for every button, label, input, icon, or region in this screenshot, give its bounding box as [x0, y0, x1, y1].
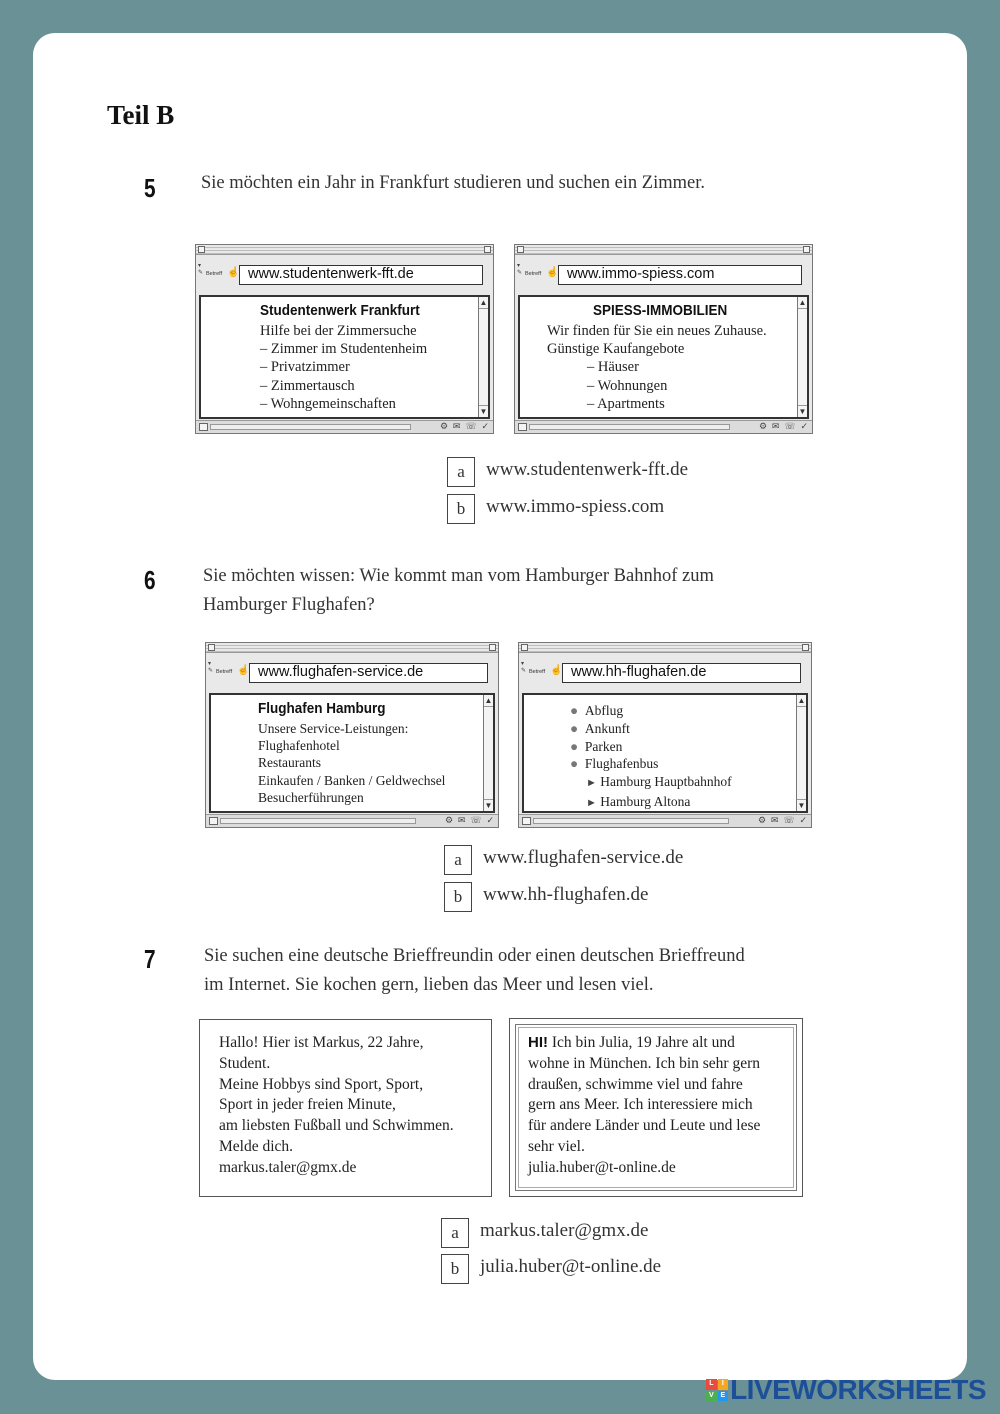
site-title: Flughafen Hamburg — [258, 700, 386, 717]
horizontal-scrollbar[interactable] — [210, 424, 411, 430]
betreff-label: Betreff — [206, 271, 223, 277]
bullet-dot-icon: ● — [570, 738, 579, 754]
letter-julia — [509, 1018, 803, 1197]
url-field[interactable]: www.studentenwerk-fft.de — [239, 265, 483, 285]
site-title: SPIESS-IMMOBILIEN — [593, 302, 728, 319]
window-statusbar — [196, 420, 493, 433]
url-field[interactable]: www.immo-spiess.com — [558, 265, 802, 285]
betreff-label: Betreff — [216, 669, 233, 675]
window-zoom-box[interactable] — [489, 644, 496, 651]
url-field[interactable]: www.flughafen-service.de — [249, 663, 488, 683]
logo-letter: I — [718, 1379, 729, 1390]
question-5-text — [201, 169, 705, 198]
horizontal-scrollbar[interactable] — [220, 818, 416, 824]
site-line: – Häuser — [587, 359, 639, 376]
question-text-line: Hamburger Flughafen? — [203, 595, 375, 615]
site-line: Besucherführungen — [258, 789, 364, 805]
status-lock-icon — [209, 817, 218, 825]
window-zoom-box[interactable] — [484, 246, 491, 253]
bullet-dot-icon: ● — [570, 756, 579, 772]
site-text — [547, 322, 767, 413]
letter-line: draußen, schwimme viel und fahre — [528, 1075, 743, 1093]
window-side-marks: ▾ ✎ — [517, 263, 523, 276]
page-content — [518, 295, 809, 419]
option-text: julia.huber@t-online.de — [480, 1256, 662, 1277]
sub-bullet-item — [570, 773, 732, 793]
worksheet-page — [33, 33, 967, 1380]
liveworksheets-brand[interactable] — [706, 1374, 986, 1406]
window-close-box[interactable] — [198, 246, 205, 253]
letter-first-line — [528, 1033, 796, 1054]
bullet-text: Hamburg Hauptbahnhof — [600, 774, 732, 790]
hand-pointer-icon: ☝ — [227, 267, 240, 278]
logo-letter: L — [706, 1379, 717, 1390]
vertical-scrollbar[interactable] — [478, 297, 488, 417]
letter-line: für andere Länder und Leute und lese — [528, 1117, 761, 1135]
letter-line: Meine Hobbys sind Sport, Sport, — [219, 1075, 424, 1093]
arrow-right-icon: ► — [586, 796, 597, 809]
brand-name: LIVEWORKSHEETS — [730, 1374, 986, 1405]
letter-line: Melde dich. — [219, 1137, 294, 1155]
window-zoom-box[interactable] — [802, 644, 809, 651]
scroll-up-icon[interactable]: ▲ — [798, 298, 807, 307]
page-title: Teil B — [107, 100, 175, 130]
question-text-line: Sie möchten ein Jahr in Frankfurt studieren und suchen ein Zimmer. — [201, 173, 706, 193]
site-line: – Apartments — [587, 395, 665, 412]
site-text — [260, 322, 427, 413]
status-lock-icon — [518, 423, 527, 431]
answer-checkbox[interactable]: a — [447, 457, 475, 487]
logo-letter: V — [706, 1391, 717, 1402]
site-line: Unsere Service-Leistungen: — [258, 721, 409, 736]
browser-window-immo-spiess — [514, 244, 813, 434]
url-field[interactable]: www.hh-flughafen.de — [562, 663, 801, 683]
window-close-box[interactable] — [521, 644, 528, 651]
letter-line: wohne in München. Ich bin sehr gern — [528, 1054, 761, 1072]
window-titlebar — [519, 643, 811, 653]
horizontal-scrollbar[interactable] — [533, 818, 729, 824]
letter-line: Sport in jeder freien Minute, — [219, 1096, 396, 1114]
status-toolbar-icons: ⚙ ✉ ☏ ✓ — [759, 422, 809, 432]
bullet-item — [570, 755, 732, 773]
bullet-dot-icon: ● — [570, 720, 579, 736]
question-6-number: 6 — [144, 565, 156, 595]
letter-line: sehr viel. — [528, 1137, 585, 1155]
window-statusbar — [206, 814, 498, 827]
site-line: Hilfe bei der Zimmersuche — [260, 323, 417, 339]
vertical-scrollbar[interactable] — [796, 695, 806, 811]
sub-bullet-item — [570, 793, 732, 813]
page-content — [209, 693, 495, 813]
vertical-scrollbar[interactable] — [483, 695, 493, 811]
bullet-item — [570, 738, 732, 756]
window-close-box[interactable] — [208, 644, 215, 651]
window-statusbar — [519, 814, 811, 827]
arrow-right-icon: ► — [586, 777, 597, 790]
status-toolbar-icons: ⚙ ✉ ☏ ✓ — [440, 422, 490, 432]
scroll-down-icon[interactable]: ▼ — [484, 801, 493, 810]
answer-checkbox[interactable]: a — [444, 845, 472, 875]
bullet-dot-icon: ● — [570, 703, 579, 718]
logo-letter: E — [718, 1391, 729, 1402]
question-text-line: im Internet. Sie kochen gern, lieben das Meer und lesen viel. — [204, 975, 654, 995]
vertical-scrollbar[interactable] — [797, 297, 807, 417]
question-text-line: Sie möchten wissen: Wie kommt man vom Hamburger Bahnhof zum — [203, 566, 714, 586]
question-6-text — [203, 562, 714, 620]
scroll-down-icon[interactable]: ▼ — [797, 801, 806, 810]
status-lock-icon — [522, 817, 531, 825]
window-close-box[interactable] — [517, 246, 524, 253]
status-lock-icon — [199, 423, 208, 431]
option-text: www.hh-flughafen.de — [483, 884, 649, 905]
status-toolbar-icons: ⚙ ✉ ☏ ✓ — [758, 816, 808, 826]
site-line: – Privatzimmer — [260, 359, 350, 376]
question-text-line: Sie suchen eine deutsche Brieffreundin oder einen deutschen Brieffreund — [204, 946, 745, 966]
letter-email: markus.taler@gmx.de — [219, 1158, 357, 1176]
answer-checkbox[interactable]: a — [441, 1218, 469, 1248]
scroll-up-icon[interactable]: ▲ — [797, 696, 806, 705]
option-text: www.flughafen-service.de — [483, 847, 684, 868]
site-title: Studentenwerk Frankfurt — [260, 302, 420, 319]
question-5-number: 5 — [144, 173, 156, 203]
site-line: – Wohnungen — [587, 377, 668, 394]
answer-checkbox[interactable]: b — [441, 1254, 469, 1284]
site-line: Restaurants — [258, 755, 321, 771]
window-titlebar — [196, 245, 493, 255]
letter-line: Hallo! Hier ist Markus, 22 Jahre, — [219, 1034, 424, 1051]
site-line: Wir finden für Sie ein neues Zuhause. — [547, 323, 767, 339]
bullet-text: Hamburg Altona — [600, 793, 691, 809]
option-text: www.studentenwerk-fft.de — [486, 459, 689, 480]
site-line: – Wohngemeinschaften — [260, 395, 396, 412]
answer-checkbox[interactable]: b — [444, 882, 472, 912]
letter-line: am liebsten Fußball und Schwimmen. — [219, 1117, 454, 1135]
site-line: Einkaufen / Banken / Geldwechsel — [258, 772, 446, 788]
letter-line: Student. — [219, 1054, 271, 1072]
option-text: www.immo-spiess.com — [486, 496, 665, 517]
site-line: – Zimmer im Studentenheim — [260, 341, 428, 358]
bullet-text: Flughafenbus — [584, 756, 659, 772]
window-statusbar — [515, 420, 812, 433]
liveworksheets-logo-icon — [706, 1379, 728, 1401]
question-7-text — [204, 942, 745, 1000]
scroll-up-icon[interactable]: ▲ — [479, 298, 488, 307]
window-side-marks: ▾ ✎ — [198, 263, 204, 276]
window-side-marks: ▾ ✎ — [208, 661, 214, 674]
bullet-item — [570, 720, 732, 738]
site-line: Flughafenhotel — [258, 738, 340, 754]
letter-line: Ich bin Julia, 19 Jahre alt und — [548, 1034, 735, 1051]
letter-markus — [199, 1019, 492, 1197]
site-text — [570, 702, 732, 813]
site-line: Günstige Kaufangebote — [547, 341, 685, 358]
letter-email: julia.huber@t-online.de — [528, 1158, 676, 1176]
bullet-item — [570, 702, 732, 720]
scroll-down-icon[interactable]: ▼ — [798, 407, 807, 416]
letter-frame — [515, 1024, 797, 1191]
window-zoom-box[interactable] — [803, 246, 810, 253]
page-content — [199, 295, 490, 419]
betreff-label: Betreff — [529, 669, 546, 675]
window-titlebar — [206, 643, 498, 653]
window-side-marks: ▾ ✎ — [521, 661, 527, 674]
bullet-text: Ankunft — [584, 720, 630, 736]
option-text: markus.taler@gmx.de — [480, 1220, 649, 1241]
bullet-text: Parken — [584, 738, 623, 754]
hand-pointer-icon: ☝ — [550, 665, 563, 676]
browser-window-flughafen-service — [205, 642, 499, 828]
window-titlebar — [515, 245, 812, 255]
bullet-text: Abflug — [584, 703, 624, 718]
status-toolbar-icons: ⚙ ✉ ☏ ✓ — [445, 816, 495, 826]
scroll-up-icon[interactable]: ▲ — [484, 696, 493, 705]
question-7-number: 7 — [144, 944, 156, 974]
letter-greeting: HI! — [528, 1034, 548, 1051]
letter-line: gern ans Meer. Ich interessiere mich — [528, 1096, 753, 1114]
scroll-down-icon[interactable]: ▼ — [479, 407, 488, 416]
page-content — [522, 693, 808, 813]
browser-window-hh-flughafen — [518, 642, 812, 828]
site-line: – Zimmertausch — [260, 377, 355, 394]
hand-pointer-icon: ☝ — [237, 665, 250, 676]
horizontal-scrollbar[interactable] — [529, 424, 730, 430]
browser-window-studentenwerk — [195, 244, 494, 434]
hand-pointer-icon: ☝ — [546, 267, 559, 278]
site-text — [258, 720, 445, 806]
answer-checkbox[interactable]: b — [447, 494, 475, 524]
betreff-label: Betreff — [525, 271, 542, 277]
